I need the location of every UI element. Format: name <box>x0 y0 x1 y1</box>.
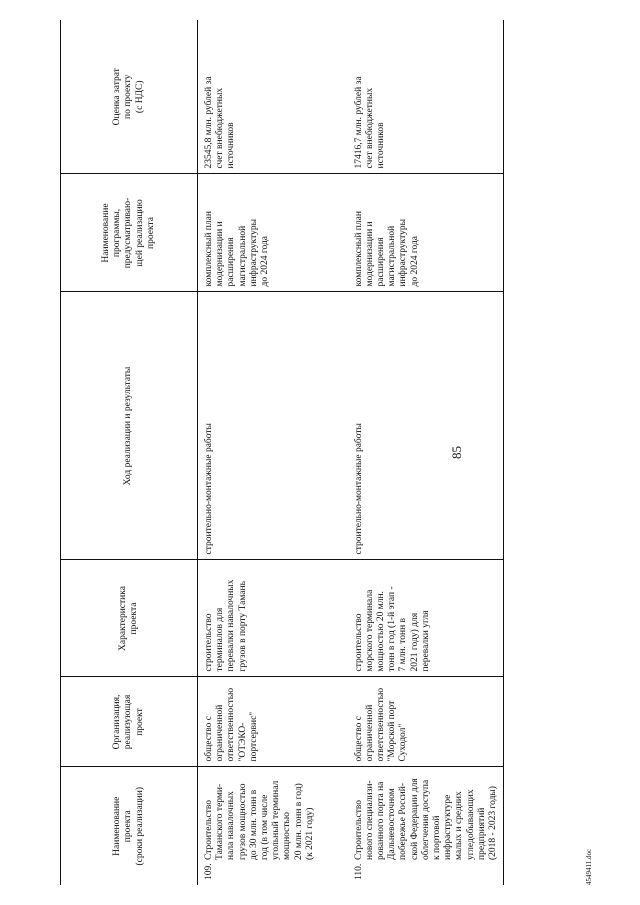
row-number: 109. <box>204 863 214 880</box>
project-name-cell <box>348 767 504 885</box>
header-cost: Оценка затрат по проекту (с НДС) <box>61 20 198 174</box>
cost-cell: 23545,8 млн. рублей за счет внебюджетных источников <box>198 20 348 174</box>
header-organization: Организация, реализующая проект <box>61 677 198 767</box>
project-name: Строительство нового специализи- рованного порта на Дальневосточном побережье Россий- ской Федерации для облегчения доступа к портовой инфраструктуре малых и средних угледобывающих предприятий (2018 - 2023 годы) <box>353 778 498 860</box>
program-cell: комплексный план модернизации и расширения магистральной инфраструктуры до 2024 года <box>348 174 504 292</box>
progress-cell: строительно-монтажные работы <box>348 292 504 560</box>
characteristic-cell: строительство терминалов для перевалки навалочных грузов в порту Тамань <box>198 560 348 677</box>
table-row <box>198 20 348 885</box>
row-number: 110. <box>353 863 364 880</box>
document-code: 4549411.doc <box>585 848 593 885</box>
program-cell: комплексный план модернизации и расширения магистральной инфраструктуры до 2024 года <box>198 174 348 292</box>
characteristic-cell: строительство морского терминала мощностью 20 млн. тонн в год (1-й этап - 7 млн. тонн в 2021 году) для перевалки угля <box>348 560 504 677</box>
organization-cell: общество с ограниченной ответственностью "ОТЭКО- портсервис" <box>198 677 348 767</box>
header-project-name: Наименование проекта (сроки реализации) <box>61 767 198 885</box>
page-number: 85 <box>449 446 464 459</box>
projects-table <box>60 20 504 885</box>
header-program: Наименование программы, предусматриваю- щей реализацию проекта <box>61 174 198 292</box>
rotated-page <box>40 20 600 885</box>
progress-cell: строительно-монтажные работы <box>198 292 348 560</box>
table-row <box>348 20 504 885</box>
organization-cell: общество с ограниченной ответственностью "Морской порт Суходол" <box>348 677 504 767</box>
table-header-row <box>61 20 198 885</box>
header-progress: Ход реализации и результаты <box>61 292 198 560</box>
project-name-cell <box>198 767 348 885</box>
header-characteristic: Характеристика проекта <box>61 560 198 677</box>
cost-cell: 17416,7 млн. рублей за счет внебюджетных источников <box>348 20 504 174</box>
project-name: Строительство Таманского терми- нала навалочных грузов мощностью до 30 млн. тонн в год (в том числе угольный терминал мощностью 20 млн. тонн в год) (к 2021 году) <box>204 780 315 860</box>
